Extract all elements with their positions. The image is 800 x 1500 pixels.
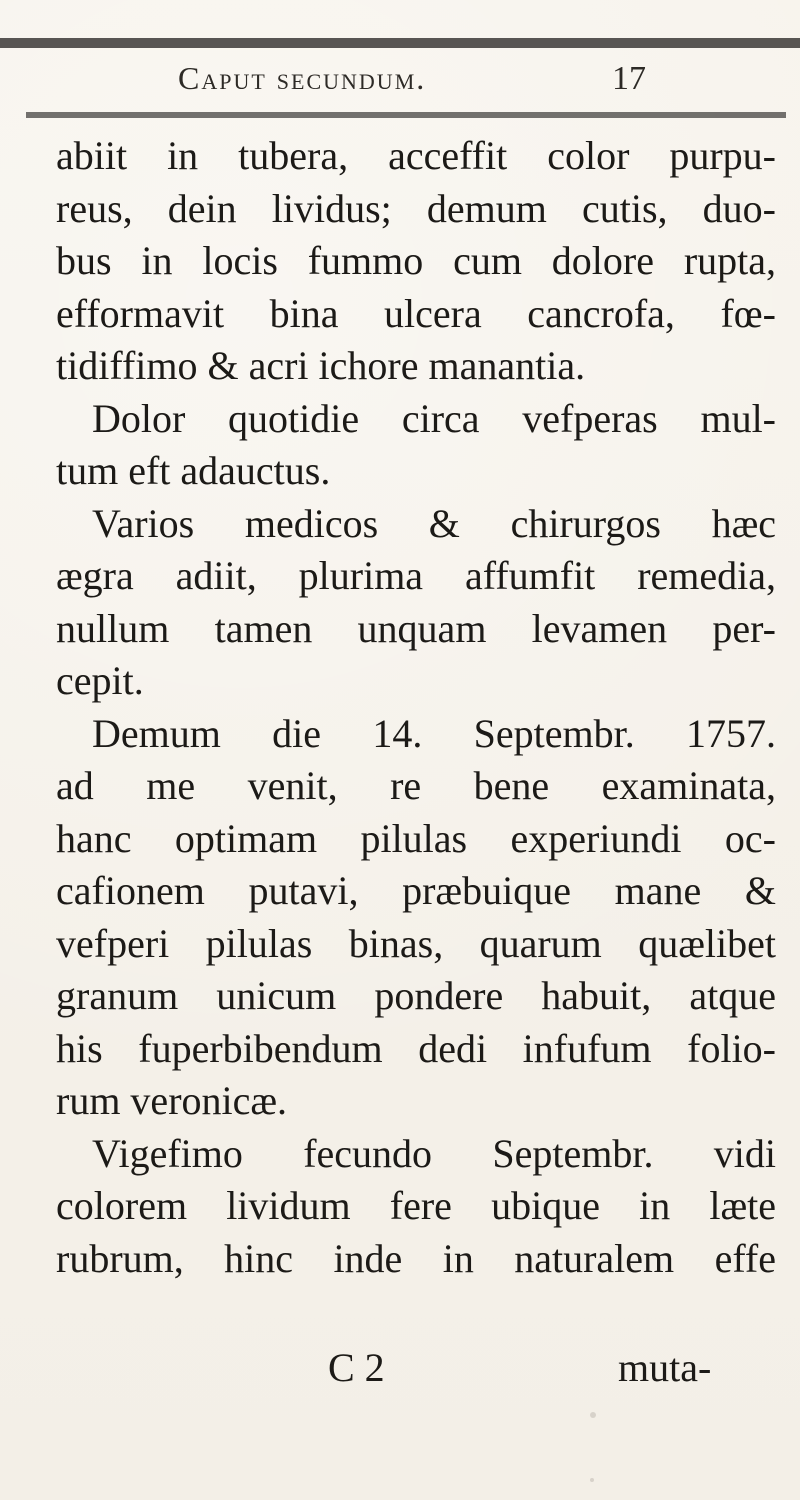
header-rule [26, 112, 786, 118]
page-footer [56, 1342, 776, 1394]
page-number: 17 [612, 60, 646, 97]
text-line-17: granum unicum pondere habuit, atque [56, 973, 776, 1018]
text-line-18: his fuperbibendum dedi infufum folio- [56, 1025, 776, 1071]
text-line-1: abiit in tubera, acceffit color purpu- [56, 133, 776, 178]
body-text [56, 130, 776, 1285]
text-line-11: cepit. [56, 658, 144, 703]
text-line-6: Dolor quotidie circa vefperas mul- [92, 395, 776, 441]
text-line-16: vefperi pilulas binas, quarum quælibet [56, 920, 776, 966]
text-line-22: rubrum, hinc inde in naturalem effe [56, 1235, 776, 1281]
text-line-15: cafionem putavi, præbuique mane & [56, 868, 776, 913]
page-header [0, 60, 800, 110]
text-line-20: Vigefimo fecundo Septembr. vidi [92, 1130, 776, 1176]
paper-speck [590, 1478, 594, 1482]
text-line-5: tidiffimo & acri ichore manantia. [56, 343, 586, 388]
catchword: muta- [618, 1345, 712, 1390]
running-title: Caput secundum. [178, 60, 427, 96]
text-line-19: rum veronicæ. [56, 1078, 288, 1123]
text-line-14: hanc optimam pilulas experiundi oc- [56, 815, 776, 861]
text-line-3: bus in locis fummo cum dolore rupta, [56, 238, 776, 283]
paper-speck [590, 1412, 596, 1418]
text-line-7: tum eft adauctus. [56, 448, 331, 493]
text-line-2: reus, dein lividus; demum cutis, duo- [56, 185, 776, 231]
text-line-13: ad me venit, re bene examinata, [56, 763, 776, 808]
text-line-8: Varios medicos & chirurgos hæc [92, 500, 776, 546]
text-line-4: efformavit bina ulcera cancrofa, fœ- [56, 290, 776, 336]
signature-mark: C 2 [328, 1345, 385, 1390]
text-line-9: ægra adiit, plurima affumfit remedia, [56, 553, 776, 598]
text-line-21: colorem lividum fere ubique in læte [56, 1183, 776, 1228]
text-line-12: Demum die 14. Septembr. 1757. [92, 710, 776, 756]
top-border-rule [0, 38, 800, 48]
text-line-10: nullum tamen unquam levamen per- [56, 605, 776, 651]
